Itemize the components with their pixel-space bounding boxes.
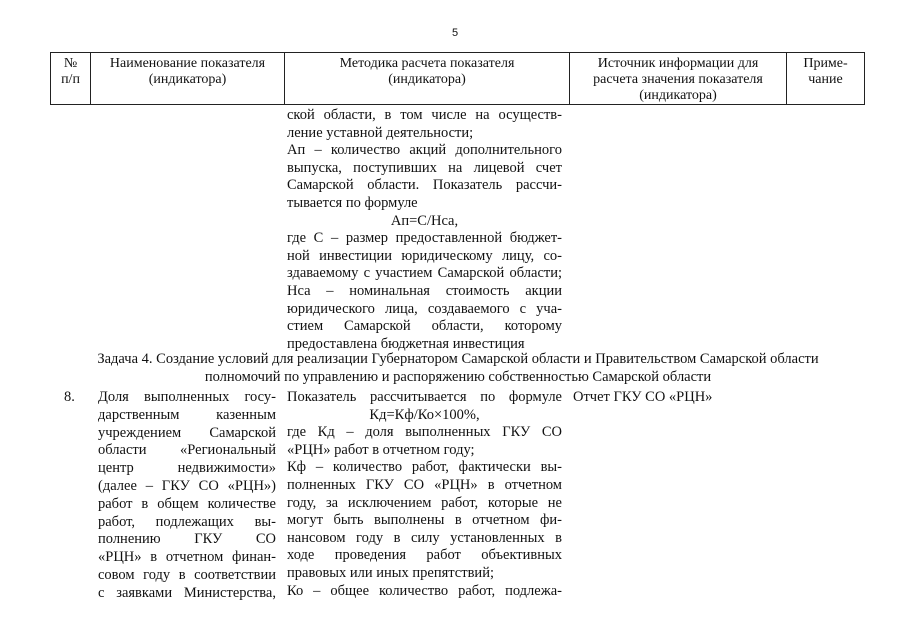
text-line: выпуска, поступивших на лицевой счет (287, 159, 562, 176)
text-line: Ап – количество акций дополнительного (287, 142, 562, 159)
text-line: Самарской области. Показатель рассчи- (287, 177, 562, 194)
text-line: полнению ГКУ СО (98, 531, 276, 548)
text-line: центр недвижимости» (98, 460, 276, 477)
text-line: с заявками Министерства, (98, 584, 276, 601)
text-line: «РЦН» работ в отчетном году; (287, 441, 475, 458)
text-line: области «Региональный (98, 442, 276, 459)
text-line: могут быть выполнены в отчетном фи- (287, 512, 562, 529)
header-method: Методика расчета показателя (индикатора) (285, 53, 570, 105)
text-line: правовых или иных препятствий; (287, 564, 494, 581)
text-line: учреждением Самарской (98, 424, 276, 441)
page-number: 5 (451, 27, 459, 39)
text-line: юридического лица, создаваемого с уча- (287, 300, 562, 317)
text-line: ной инвестиции юридическому лицу, со- (287, 247, 562, 264)
indicator-name (98, 389, 276, 603)
text-line: Ко – общее количество работ, подлежа- (287, 582, 562, 599)
header-name: Наименование показателя (индикатора) (91, 53, 285, 105)
header-note: Приме- чание (787, 53, 865, 105)
text-line: году, за исключением работ, которые не (287, 494, 562, 511)
formula: Ап=С/Нса, (390, 212, 459, 229)
indicator-source: Отчет ГКУ СО «РЦН» (573, 389, 713, 405)
header-source: Источник информации для расчета значения показателя (индикатора) (570, 53, 787, 105)
row-number: 8. (64, 389, 75, 405)
text-line: ление уставной деятельности; (287, 124, 474, 141)
text-line: Доля выполненных госу- (98, 389, 276, 405)
text-line: ской области, в том числе на осуществ- (287, 107, 562, 123)
text-line: Показатель рассчитывается по формуле (287, 389, 562, 405)
text-line: Кф – количество работ, фактически вы- (287, 459, 562, 476)
task-heading: Задача 4. Создание условий для реализации Губернатором Самарской области и Правительством Самарской области полномочий по управлению и распоряжению собственностью Самарской области (97, 351, 819, 385)
text-line: работ, подлежащих вы- (98, 513, 276, 530)
text-line: Нса – номинальная стоимость акции (287, 282, 562, 299)
text-line: дарственным казенным (98, 406, 276, 423)
method-continuation (287, 107, 562, 353)
text-line: «РЦН» в отчетном финан- (98, 549, 276, 566)
text-line: где С – размер предоставленной бюджет- (287, 230, 562, 247)
text-line: стием Самарской области, которому (287, 318, 562, 335)
text-line: предоставлена бюджетная инвестиция (287, 335, 525, 352)
text-line: работ в общем количестве (98, 495, 276, 512)
formula: Кд=Кф/Ко×100%, (369, 406, 480, 423)
text-line: полненных ГКУ СО «РЦН» в отчетном (287, 476, 562, 493)
text-line: тывается по формуле (287, 194, 418, 211)
text-line: здаваемому с участием Самарской области; (287, 265, 562, 282)
text-line: (далее – ГКУ СО «РЦН») (98, 477, 276, 494)
header-num: № п/п (51, 53, 91, 105)
indicator-table-header (50, 52, 865, 105)
text-line: ходе проведения работ объективных (287, 547, 562, 564)
indicator-method (287, 389, 562, 600)
text-line: где Кд – доля выполненных ГКУ СО (287, 424, 562, 441)
text-line: нансовом году в силу установленных в (287, 529, 562, 546)
text-line: совом году в соответствии (98, 566, 276, 583)
